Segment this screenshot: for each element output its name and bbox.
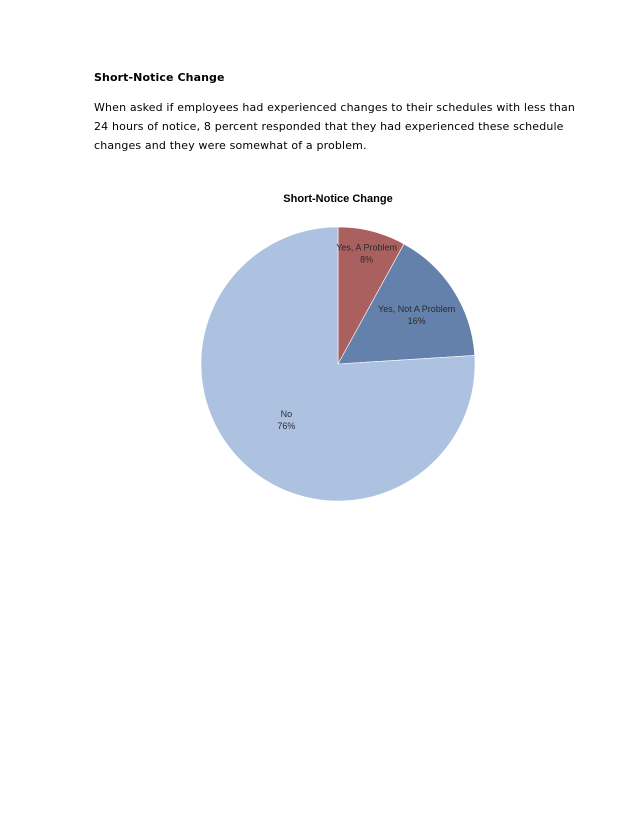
slice-label-1: Yes, Not A Problem 16% (378, 304, 456, 327)
chart-title: Short-Notice Change (283, 193, 393, 205)
pie-slices (201, 227, 475, 501)
section-heading: Short-Notice Change (94, 71, 225, 84)
body-paragraph: When asked if employees had experienced changes to their schedules with less than 24 hours of notice, 8 percent responded that they had experienced these schedule changes and they were somewhat of a problem. (94, 101, 576, 152)
slice-label-2: No 76% (277, 408, 296, 431)
slice-label-0: Yes, A Problem 8% (336, 242, 397, 265)
